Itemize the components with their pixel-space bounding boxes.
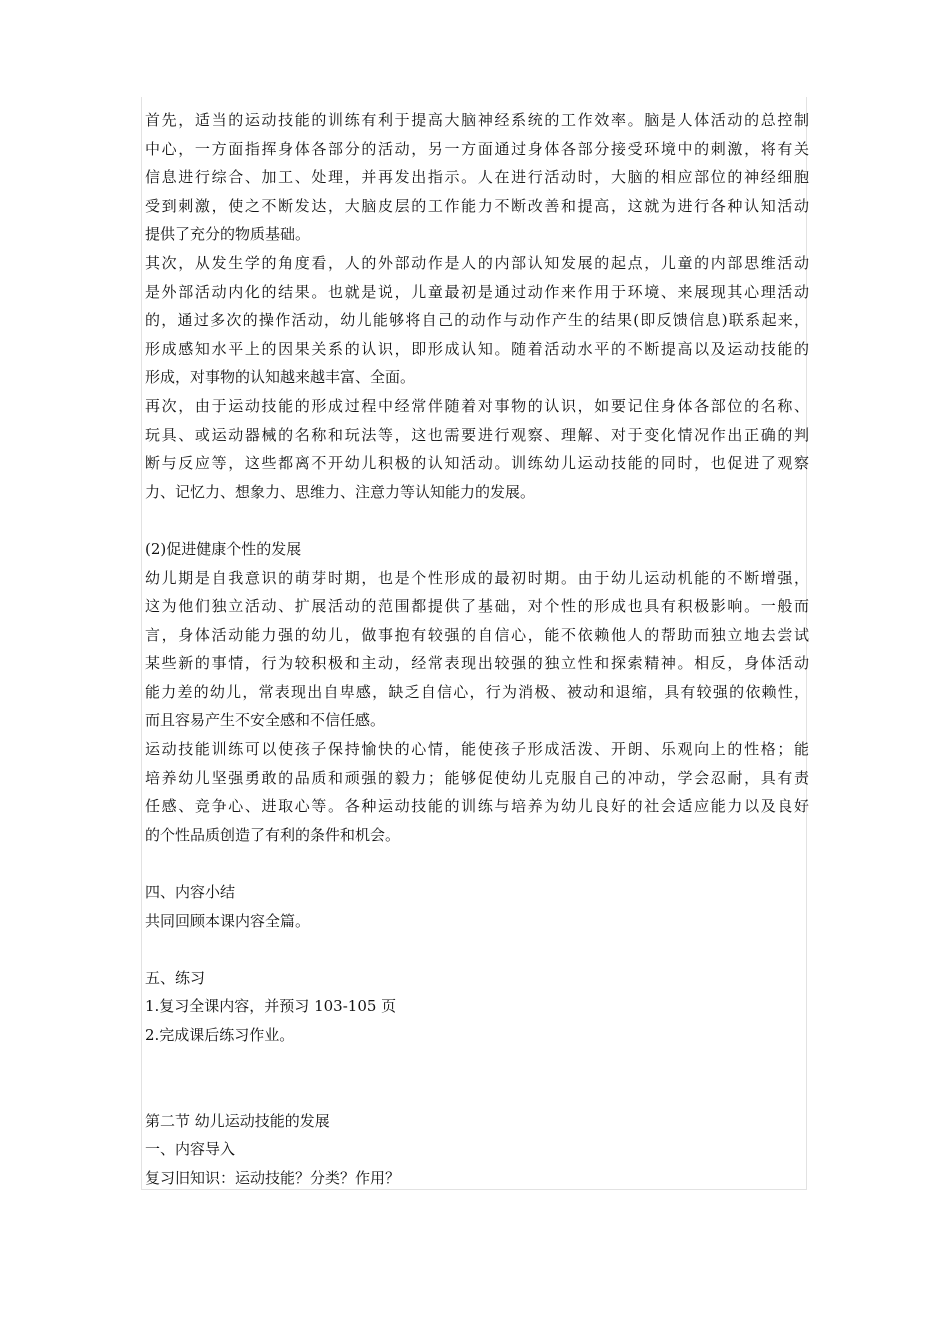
text-line: 言，身体活动能力强的幼儿，做事抱有较强的自信心，能不依赖他人的帮助而独立地去尝试 <box>145 625 809 644</box>
text-line: 的，通过多次的操作活动，幼儿能够将自己的动作与动作产生的结果(即反馈信息)联系起来， <box>145 311 809 330</box>
text-line: 受到刺激，使之不断发达，大脑皮层的工作能力不断改善和提高，这就为进行各种认知活动 <box>145 196 809 215</box>
text-line: 能力差的幼儿，常表现出自卑感，缺乏自信心，行为消极、被动和退缩，具有较强的依赖性， <box>145 682 809 701</box>
text-line: 信息进行综合、加工、处理，并再发出指示。人在进行活动时，大脑的相应部位的神经细胞 <box>145 168 809 187</box>
list-item: 1.复习全课内容，并预习 103-105 页 <box>145 997 397 1016</box>
blank-line <box>145 1050 809 1079</box>
text-line: 断与反应等，这些都离不开幼儿积极的认知活动。训练幼儿运动技能的同时，也促进了观察 <box>145 454 809 473</box>
text-line: 再次，由于运动技能的形成过程中经常伴随着对事物的认识，如要记住身体各部位的名称、 <box>145 396 809 415</box>
text-line: 提供了充分的物质基础。 <box>145 225 311 244</box>
text-line: 其次，从发生学的角度看，人的外部动作是人的内部认知发展的起点，儿童的内部思维活动 <box>145 253 809 272</box>
section-heading: 一、内容导入 <box>145 1140 236 1159</box>
blank-line <box>145 1078 809 1107</box>
text-line: 任感、竞争心、进取心等。各种运动技能的训练与培养为幼儿良好的社会适应能力以及良好 <box>145 797 809 816</box>
section-heading: 五、练习 <box>145 968 206 987</box>
text-line: 共同回顾本课内容全篇。 <box>145 911 311 930</box>
blank-line <box>145 849 809 878</box>
text-line: 幼儿期是自我意识的萌芽时期，也是个性形成的最初时期。由于幼儿运动机能的不断增强， <box>145 568 809 587</box>
text-line: 培养幼儿坚强勇敢的品质和顽强的毅力；能够促使幼儿克服自己的冲动，学会忍耐，具有责 <box>145 768 809 787</box>
list-item: 2.完成课后练习作业。 <box>145 1026 295 1044</box>
text-line: 而且容易产生不安全感和不信任感。 <box>145 711 386 730</box>
text-line: 力、记忆力、想象力、思维力、注意力等认知能力的发展。 <box>145 482 536 501</box>
text-line: 玩具、或运动器械的名称和玩法等，这也需要进行观察、理解、对于变化情况作出正确的判 <box>145 425 809 444</box>
text-line: 复习旧知识：运动技能？分类？作用？ <box>145 1168 401 1187</box>
document-body <box>145 106 809 1193</box>
text-line: 是外部活动内化的结果。也就是说，儿童最初是通过动作来作用于环境、来展现其心理活动 <box>145 282 809 301</box>
text-line: 形成感知水平上的因果关系的认识，即形成认知。随着活动水平的不断提高以及运动技能的 <box>145 339 809 358</box>
text-line: 的个性品质创造了有利的条件和机会。 <box>145 825 401 844</box>
section-heading: 四、内容小结 <box>145 883 236 902</box>
text-line: 运动技能训练可以使孩子保持愉快的心情，能使孩子形成活泼、开朗、乐观向上的性格；能 <box>145 740 809 759</box>
text-line: 某些新的事情，行为较积极和主动，经常表现出较强的独立性和探索精神。相反，身体活动 <box>145 654 809 673</box>
text-line: 中心，一方面指挥身体各部分的活动，另一方面通过身体各部分接受环境中的刺激，将有关 <box>145 139 809 158</box>
section-heading: (2)促进健康个性的发展 <box>145 539 302 558</box>
text-line: 形成，对事物的认知越来越丰富、全面。 <box>145 368 416 387</box>
blank-line <box>145 935 809 964</box>
text-line: 首先，适当的运动技能的训练有利于提高大脑神经系统的工作效率。脑是人体活动的总控制 <box>145 111 809 129</box>
chapter-heading: 第二节 幼儿运动技能的发展 <box>145 1111 330 1130</box>
text-line: 这为他们独立活动、扩展活动的范围都提供了基础，对个性的形成也具有积极影响。一般而 <box>145 597 809 616</box>
blank-line <box>145 506 809 535</box>
